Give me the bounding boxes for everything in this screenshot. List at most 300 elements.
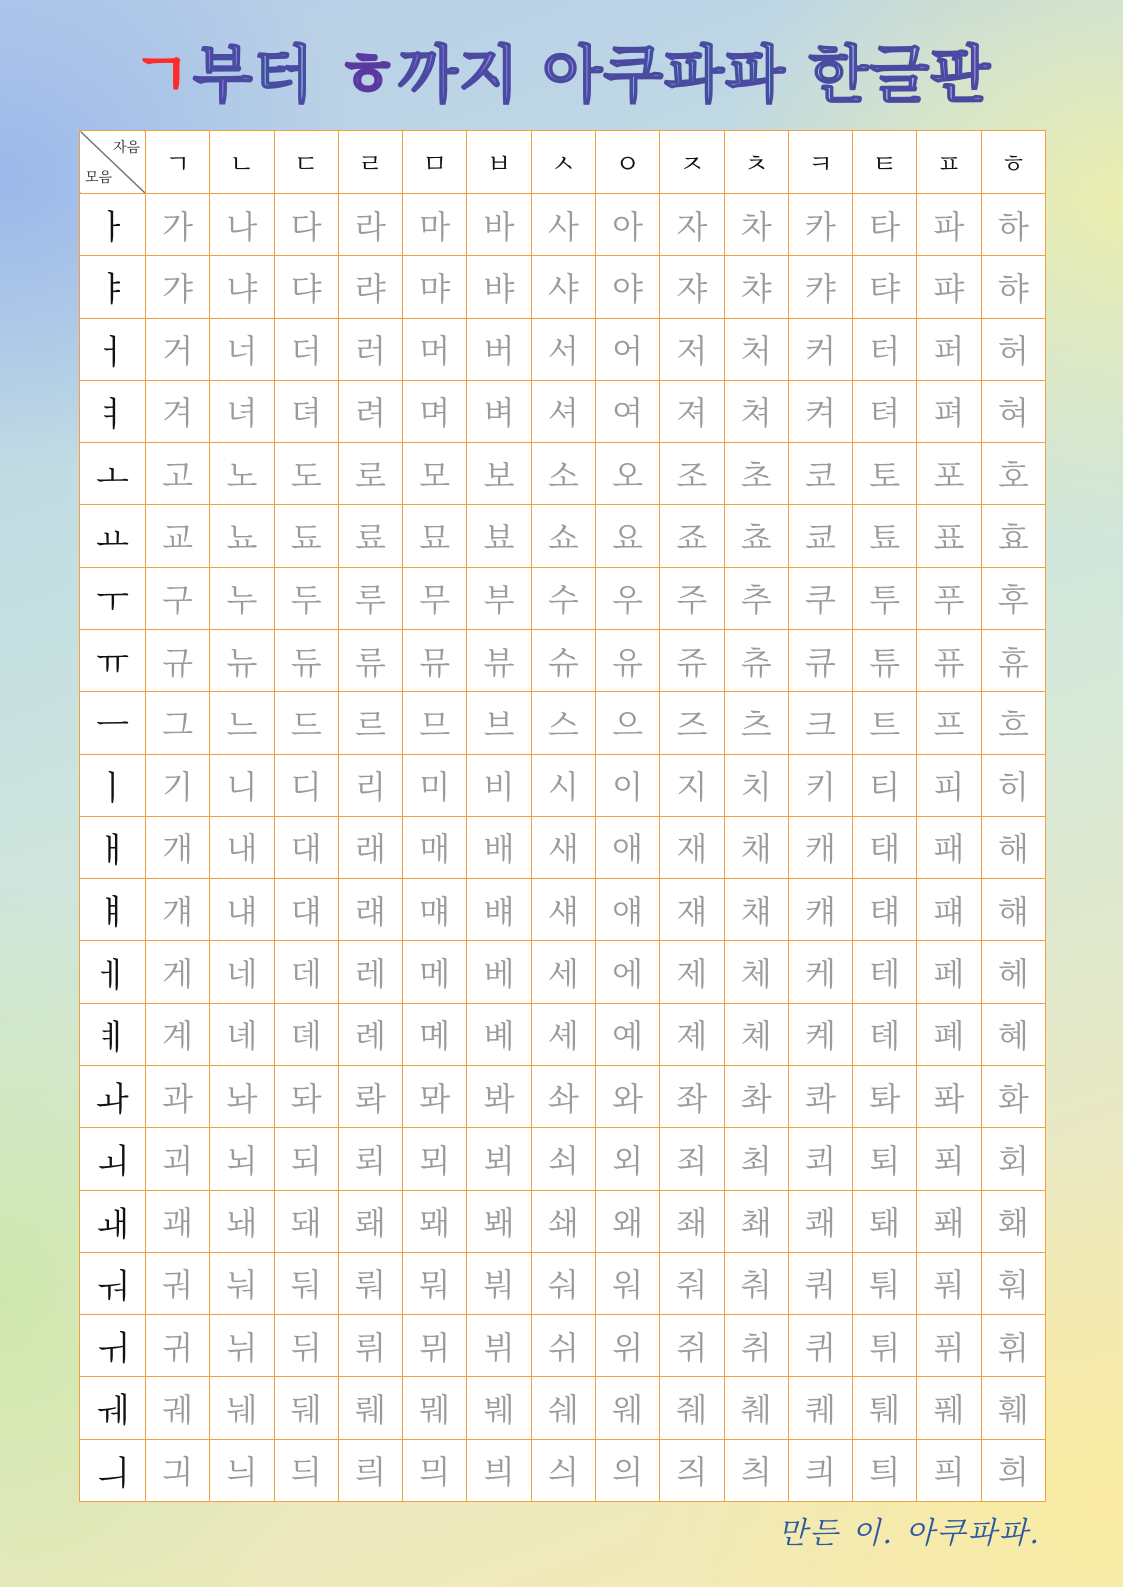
vowel-header: ㅐ — [80, 816, 146, 878]
syllable-cell: 쿠 — [788, 567, 852, 629]
syllable-cell: 미 — [403, 754, 467, 816]
syllable-cell: 쵀 — [724, 1190, 788, 1252]
syllable-cell: 야 — [595, 256, 659, 318]
syllable-cell: 푸 — [917, 567, 981, 629]
syllable-cell: 뢔 — [338, 1190, 402, 1252]
syllable-cell: 뉘 — [210, 1315, 274, 1377]
syllable-cell: 라 — [338, 194, 402, 256]
syllable-cell: 퐤 — [917, 1190, 981, 1252]
syllable-cell: 자 — [660, 194, 724, 256]
syllable-cell: 긔 — [146, 1439, 210, 1501]
syllable-cell: 휘 — [981, 1315, 1045, 1377]
syllable-cell: 로 — [338, 443, 402, 505]
syllable-cell: 궈 — [146, 1252, 210, 1314]
table-row — [80, 443, 1046, 505]
vowel-header: ㅖ — [80, 1003, 146, 1065]
syllable-cell: 챼 — [724, 879, 788, 941]
consonant-header: ㅌ — [853, 131, 917, 194]
syllable-cell: 아 — [595, 194, 659, 256]
syllable-cell: 좌 — [660, 1065, 724, 1127]
syllable-cell: 먀 — [403, 256, 467, 318]
syllable-cell: 쵸 — [724, 505, 788, 567]
table-row — [80, 629, 1046, 691]
syllable-cell: 너 — [210, 318, 274, 380]
syllable-cell: 외 — [595, 1128, 659, 1190]
syllable-cell: 캐 — [788, 816, 852, 878]
syllable-cell: 헤 — [981, 941, 1045, 1003]
syllable-cell: 조 — [660, 443, 724, 505]
syllable-cell: 으 — [595, 692, 659, 754]
syllable-cell: 뭬 — [403, 1377, 467, 1439]
syllable-cell: 뷰 — [467, 629, 531, 691]
syllable-cell: 계 — [146, 1003, 210, 1065]
syllable-cell: 졔 — [660, 1003, 724, 1065]
syllable-cell: 쿼 — [788, 1252, 852, 1314]
syllable-cell: 큐 — [788, 629, 852, 691]
syllable-cell: 므 — [403, 692, 467, 754]
syllable-cell: 좨 — [660, 1190, 724, 1252]
syllable-cell: 호 — [981, 443, 1045, 505]
syllable-cell: 쉐 — [531, 1377, 595, 1439]
vowel-header: ㅡ — [80, 692, 146, 754]
syllable-cell: 브 — [467, 692, 531, 754]
syllable-cell: 죄 — [660, 1128, 724, 1190]
syllable-cell: 이 — [595, 754, 659, 816]
syllable-cell: 놔 — [210, 1065, 274, 1127]
table-row — [80, 1252, 1046, 1314]
syllable-cell: 부 — [467, 567, 531, 629]
syllable-cell: 바 — [467, 194, 531, 256]
syllable-cell: 즤 — [660, 1439, 724, 1501]
syllable-cell: 구 — [146, 567, 210, 629]
syllable-cell: 뱨 — [467, 879, 531, 941]
syllable-cell: 와 — [595, 1065, 659, 1127]
syllable-cell: 레 — [338, 941, 402, 1003]
vowel-header: ㅞ — [80, 1377, 146, 1439]
syllable-cell: 싀 — [531, 1439, 595, 1501]
corner-vowel-label: 모음 — [85, 170, 113, 186]
syllable-cell: 뢰 — [338, 1128, 402, 1190]
syllable-cell: 녜 — [210, 1003, 274, 1065]
syllable-cell: 퀴 — [788, 1315, 852, 1377]
syllable-cell: 즈 — [660, 692, 724, 754]
syllable-cell: 며 — [403, 380, 467, 442]
syllable-cell: 셔 — [531, 380, 595, 442]
consonant-header: ㄱ — [146, 131, 210, 194]
table-row — [80, 380, 1046, 442]
syllable-cell: 토 — [853, 443, 917, 505]
table-row — [80, 754, 1046, 816]
vowel-header: ㅟ — [80, 1315, 146, 1377]
table-row — [80, 1377, 1046, 1439]
syllable-cell: 홰 — [981, 1190, 1045, 1252]
syllable-cell: 배 — [467, 816, 531, 878]
syllable-cell: 돠 — [274, 1065, 338, 1127]
syllable-cell: 콰 — [788, 1065, 852, 1127]
syllable-cell: 크 — [788, 692, 852, 754]
syllable-cell: 두 — [274, 567, 338, 629]
syllable-cell: 믜 — [403, 1439, 467, 1501]
syllable-cell: 뒤 — [274, 1315, 338, 1377]
syllable-cell: 쇼 — [531, 505, 595, 567]
syllable-cell: 다 — [274, 194, 338, 256]
corner-cell — [80, 131, 146, 194]
syllable-cell: 쾨 — [788, 1128, 852, 1190]
syllable-cell: 카 — [788, 194, 852, 256]
syllable-cell: 턔 — [853, 879, 917, 941]
syllable-cell: 기 — [146, 754, 210, 816]
syllable-cell: 쉬 — [531, 1315, 595, 1377]
table-row — [80, 505, 1046, 567]
syllable-cell: 쥬 — [660, 629, 724, 691]
syllable-cell: 훠 — [981, 1252, 1045, 1314]
syllable-cell: 모 — [403, 443, 467, 505]
syllable-cell: 셰 — [531, 1003, 595, 1065]
syllable-cell: 텨 — [853, 380, 917, 442]
syllable-cell: 체 — [724, 941, 788, 1003]
syllable-cell: 풔 — [917, 1252, 981, 1314]
syllable-cell: 피 — [917, 754, 981, 816]
table-row — [80, 879, 1046, 941]
syllable-cell: 봐 — [467, 1065, 531, 1127]
syllable-cell: 솨 — [531, 1065, 595, 1127]
syllable-cell: 쇠 — [531, 1128, 595, 1190]
syllable-cell: 치 — [724, 754, 788, 816]
syllable-cell: 붜 — [467, 1252, 531, 1314]
syllable-cell: 퓌 — [917, 1315, 981, 1377]
syllable-cell: 듸 — [274, 1439, 338, 1501]
syllable-cell: 초 — [724, 443, 788, 505]
syllable-cell: 우 — [595, 567, 659, 629]
syllable-cell: 혜 — [981, 1003, 1045, 1065]
vowel-header: ㅝ — [80, 1252, 146, 1314]
syllable-cell: 거 — [146, 318, 210, 380]
syllable-cell: 톄 — [853, 1003, 917, 1065]
syllable-cell: 릐 — [338, 1439, 402, 1501]
syllable-cell: 파 — [917, 194, 981, 256]
syllable-cell: 귀 — [146, 1315, 210, 1377]
syllable-cell: 지 — [660, 754, 724, 816]
syllable-cell: 페 — [917, 941, 981, 1003]
syllable-cell: 됴 — [274, 505, 338, 567]
syllable-cell: 러 — [338, 318, 402, 380]
syllable-cell: 놰 — [210, 1190, 274, 1252]
syllable-cell: 마 — [403, 194, 467, 256]
syllable-cell: 냬 — [210, 879, 274, 941]
syllable-cell: 하 — [981, 194, 1045, 256]
syllable-cell: 퀘 — [788, 1377, 852, 1439]
syllable-cell: 되 — [274, 1128, 338, 1190]
consonant-header: ㄷ — [274, 131, 338, 194]
syllable-cell: 쳬 — [724, 1003, 788, 1065]
syllable-cell: 롸 — [338, 1065, 402, 1127]
corner-consonant-label: 자음 — [112, 140, 140, 156]
syllable-cell: 베 — [467, 941, 531, 1003]
syllable-cell: 쇄 — [531, 1190, 595, 1252]
vowel-header: ㅑ — [80, 256, 146, 318]
syllable-cell: 머 — [403, 318, 467, 380]
syllable-cell: 가 — [146, 194, 210, 256]
syllable-cell: 노 — [210, 443, 274, 505]
syllable-cell: 퍠 — [917, 879, 981, 941]
vowel-header: ㅚ — [80, 1128, 146, 1190]
syllable-cell: 촤 — [724, 1065, 788, 1127]
consonant-header: ㅁ — [403, 131, 467, 194]
syllable-cell: 훼 — [981, 1377, 1045, 1439]
table-row — [80, 567, 1046, 629]
syllable-cell: 재 — [660, 816, 724, 878]
syllable-cell: 퉈 — [853, 1252, 917, 1314]
syllable-cell: 퓨 — [917, 629, 981, 691]
syllable-cell: 늬 — [210, 1439, 274, 1501]
syllable-cell: 더 — [274, 318, 338, 380]
syllable-cell: 뇨 — [210, 505, 274, 567]
syllable-cell: 프 — [917, 692, 981, 754]
syllable-cell: 괘 — [146, 1190, 210, 1252]
syllable-rows — [80, 194, 1046, 1502]
vowel-header: ㅗ — [80, 443, 146, 505]
syllable-cell: 게 — [146, 941, 210, 1003]
syllable-cell: 례 — [338, 1003, 402, 1065]
syllable-cell: 봬 — [467, 1190, 531, 1252]
syllable-cell: 패 — [917, 816, 981, 878]
syllable-cell: 태 — [853, 816, 917, 878]
syllable-cell: 처 — [724, 318, 788, 380]
vowel-header: ㅢ — [80, 1439, 146, 1501]
syllable-cell: 희 — [981, 1439, 1045, 1501]
syllable-cell: 르 — [338, 692, 402, 754]
syllable-cell: 쿄 — [788, 505, 852, 567]
syllable-cell: 뫠 — [403, 1190, 467, 1252]
syllable-cell: 댜 — [274, 256, 338, 318]
hangul-table — [79, 130, 1046, 1502]
syllable-cell: 샤 — [531, 256, 595, 318]
syllable-cell: 니 — [210, 754, 274, 816]
syllable-cell: 몌 — [403, 1003, 467, 1065]
syllable-cell: 둬 — [274, 1252, 338, 1314]
table-row — [80, 1315, 1046, 1377]
syllable-cell: 드 — [274, 692, 338, 754]
syllable-cell: 투 — [853, 567, 917, 629]
syllable-cell: 소 — [531, 443, 595, 505]
syllable-cell: 세 — [531, 941, 595, 1003]
syllable-cell: 눼 — [210, 1377, 274, 1439]
vowel-header: ㅙ — [80, 1190, 146, 1252]
vowel-header: ㅒ — [80, 879, 146, 941]
syllable-cell: 허 — [981, 318, 1045, 380]
table-row — [80, 816, 1046, 878]
syllable-cell: 루 — [338, 567, 402, 629]
syllable-cell: 려 — [338, 380, 402, 442]
syllable-cell: 츼 — [724, 1439, 788, 1501]
table-row — [80, 692, 1046, 754]
syllable-cell: 먜 — [403, 879, 467, 941]
table-row — [80, 941, 1046, 1003]
syllable-cell: 뎌 — [274, 380, 338, 442]
syllable-cell: 무 — [403, 567, 467, 629]
syllable-cell: 히 — [981, 754, 1045, 816]
syllable-cell: 네 — [210, 941, 274, 1003]
syllable-cell: 메 — [403, 941, 467, 1003]
syllable-cell: 래 — [338, 816, 402, 878]
syllable-cell: 탸 — [853, 256, 917, 318]
syllable-cell: 의 — [595, 1439, 659, 1501]
syllable-cell: 튜 — [853, 629, 917, 691]
syllable-cell: 제 — [660, 941, 724, 1003]
consonant-header: ㅂ — [467, 131, 531, 194]
syllable-cell: 시 — [531, 754, 595, 816]
consonant-header: ㄴ — [210, 131, 274, 194]
syllable-cell: 궤 — [146, 1377, 210, 1439]
syllable-cell: 터 — [853, 318, 917, 380]
syllable-cell: 킈 — [788, 1439, 852, 1501]
syllable-cell: 화 — [981, 1065, 1045, 1127]
syllable-cell: 료 — [338, 505, 402, 567]
table-row — [80, 318, 1046, 380]
syllable-cell: 냐 — [210, 256, 274, 318]
syllable-cell: 표 — [917, 505, 981, 567]
syllable-cell: 예 — [595, 1003, 659, 1065]
syllable-cell: 뱌 — [467, 256, 531, 318]
syllable-cell: 트 — [853, 692, 917, 754]
syllable-cell: 코 — [788, 443, 852, 505]
syllable-cell: 븨 — [467, 1439, 531, 1501]
title-last-letter: ㅎ — [337, 38, 398, 111]
syllable-cell: 슈 — [531, 629, 595, 691]
syllable-cell: 해 — [981, 816, 1045, 878]
title-part-2: 까지 아쿠파파 한글판 — [397, 38, 992, 111]
syllable-cell: 뤼 — [338, 1315, 402, 1377]
syllable-cell: 과 — [146, 1065, 210, 1127]
consonant-header: ㅊ — [724, 131, 788, 194]
syllable-cell: 돼 — [274, 1190, 338, 1252]
syllable-cell: 최 — [724, 1128, 788, 1190]
syllable-cell: 매 — [403, 816, 467, 878]
syllable-cell: 왜 — [595, 1190, 659, 1252]
syllable-cell: 쳐 — [724, 380, 788, 442]
syllable-cell: 퐈 — [917, 1065, 981, 1127]
syllable-cell: 눠 — [210, 1252, 274, 1314]
syllable-cell: 뎨 — [274, 1003, 338, 1065]
syllable-cell: 서 — [531, 318, 595, 380]
vowel-header: ㅔ — [80, 941, 146, 1003]
syllable-cell: 수 — [531, 567, 595, 629]
vowel-header: ㅜ — [80, 567, 146, 629]
syllable-cell: 교 — [146, 505, 210, 567]
table-row — [80, 1439, 1046, 1501]
syllable-cell: 뫄 — [403, 1065, 467, 1127]
syllable-cell: 취 — [724, 1315, 788, 1377]
syllable-cell: 나 — [210, 194, 274, 256]
syllable-cell: 햬 — [981, 879, 1045, 941]
syllable-cell: 묘 — [403, 505, 467, 567]
vowel-header: ㅘ — [80, 1065, 146, 1127]
syllable-cell: 내 — [210, 816, 274, 878]
syllable-cell: 규 — [146, 629, 210, 691]
syllable-cell: 혀 — [981, 380, 1045, 442]
syllable-cell: 뒈 — [274, 1377, 338, 1439]
syllable-cell: 볘 — [467, 1003, 531, 1065]
syllable-cell: 유 — [595, 629, 659, 691]
syllable-cell: 녀 — [210, 380, 274, 442]
title-part-1: 부터 — [192, 38, 338, 111]
syllable-cell: 디 — [274, 754, 338, 816]
table-row — [80, 194, 1046, 256]
syllable-cell: 흐 — [981, 692, 1045, 754]
syllable-cell: 스 — [531, 692, 595, 754]
table-row — [80, 256, 1046, 318]
syllable-cell: 줘 — [660, 1252, 724, 1314]
syllable-cell: 회 — [981, 1128, 1045, 1190]
vowel-header: ㅣ — [80, 754, 146, 816]
syllable-cell: 져 — [660, 380, 724, 442]
syllable-cell: 컈 — [788, 879, 852, 941]
syllable-cell: 춰 — [724, 1252, 788, 1314]
vowel-header: ㅕ — [80, 380, 146, 442]
syllable-cell: 뷔 — [467, 1315, 531, 1377]
consonant-header: ㅅ — [531, 131, 595, 194]
syllable-cell: 추 — [724, 567, 788, 629]
syllable-cell: 쟤 — [660, 879, 724, 941]
syllable-cell: 숴 — [531, 1252, 595, 1314]
syllable-cell: 워 — [595, 1252, 659, 1314]
syllable-cell: 퇘 — [853, 1190, 917, 1252]
syllable-cell: 뵤 — [467, 505, 531, 567]
syllable-cell: 뮤 — [403, 629, 467, 691]
syllable-cell: 갸 — [146, 256, 210, 318]
syllable-cell: 츠 — [724, 692, 788, 754]
table-row — [80, 1190, 1046, 1252]
syllable-cell: 보 — [467, 443, 531, 505]
syllable-cell: 웨 — [595, 1377, 659, 1439]
vowel-header: ㅓ — [80, 318, 146, 380]
syllable-cell: 풰 — [917, 1377, 981, 1439]
syllable-cell: 퍄 — [917, 256, 981, 318]
syllable-cell: 애 — [595, 816, 659, 878]
syllable-cell: 뮈 — [403, 1315, 467, 1377]
consonant-header: ㅍ — [917, 131, 981, 194]
table-row — [80, 1128, 1046, 1190]
syllable-cell: 뉴 — [210, 629, 274, 691]
syllable-cell: 퉤 — [853, 1377, 917, 1439]
syllable-cell: 저 — [660, 318, 724, 380]
syllable-cell: 랴 — [338, 256, 402, 318]
syllable-cell: 햐 — [981, 256, 1045, 318]
syllable-cell: 뤄 — [338, 1252, 402, 1314]
syllable-cell: 주 — [660, 567, 724, 629]
syllable-cell: 휴 — [981, 629, 1045, 691]
consonant-header: ㄹ — [338, 131, 402, 194]
syllable-cell: 튀 — [853, 1315, 917, 1377]
consonant-header-row — [80, 131, 1046, 194]
syllable-cell: 뤠 — [338, 1377, 402, 1439]
syllable-cell: 그 — [146, 692, 210, 754]
syllable-cell: 여 — [595, 380, 659, 442]
syllable-cell: 오 — [595, 443, 659, 505]
syllable-cell: 퇴 — [853, 1128, 917, 1190]
syllable-cell: 버 — [467, 318, 531, 380]
syllable-cell: 틔 — [853, 1439, 917, 1501]
syllable-cell: 타 — [853, 194, 917, 256]
syllable-cell: 쥐 — [660, 1315, 724, 1377]
syllable-cell: 누 — [210, 567, 274, 629]
syllable-cell: 새 — [531, 816, 595, 878]
syllable-cell: 커 — [788, 318, 852, 380]
table-row — [80, 1003, 1046, 1065]
syllable-cell: 켸 — [788, 1003, 852, 1065]
syllable-cell: 뭐 — [403, 1252, 467, 1314]
syllable-cell: 어 — [595, 318, 659, 380]
